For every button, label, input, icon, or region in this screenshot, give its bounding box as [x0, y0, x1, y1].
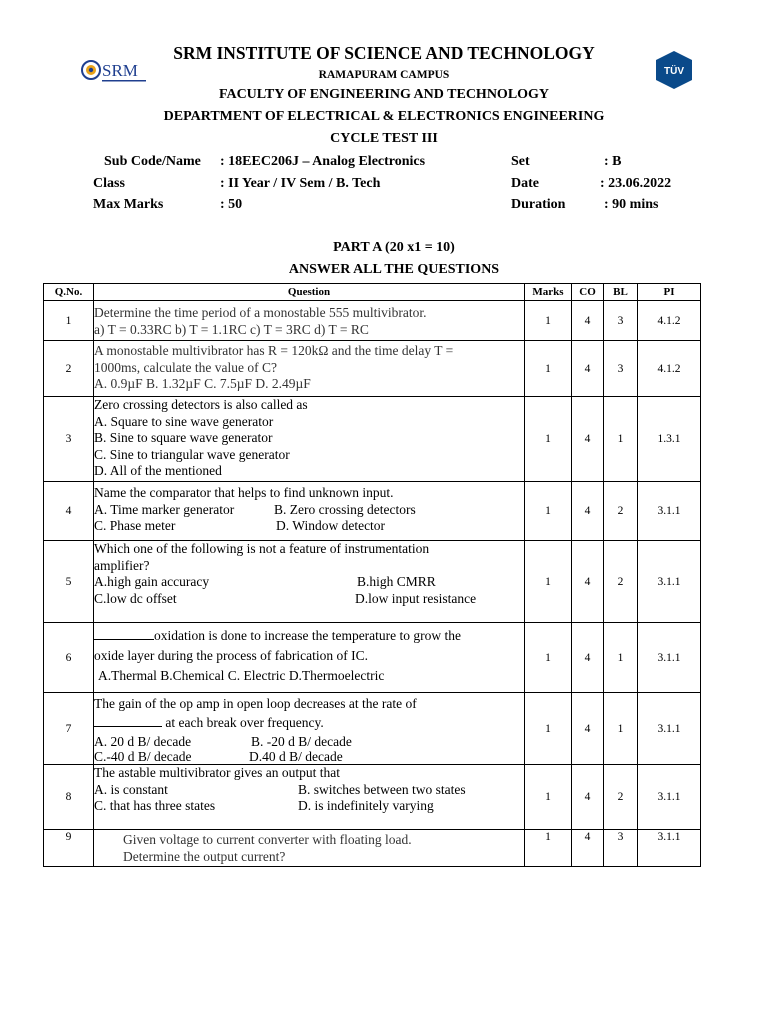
- option-row: [94, 782, 524, 799]
- part-title: PART A (20 x1 = 10): [333, 240, 455, 255]
- campus-name: RAMAPURAM CAMPUS: [318, 69, 450, 81]
- header-marks: Marks: [525, 284, 572, 301]
- question-text: [94, 482, 525, 541]
- part-instruction: ANSWER ALL THE QUESTIONS: [288, 262, 500, 277]
- set-value: : B: [604, 154, 622, 169]
- duration-label: Duration: [511, 197, 566, 212]
- question-number: 2: [44, 341, 94, 397]
- question-number: 9: [44, 830, 94, 867]
- co-cell: 4: [572, 397, 604, 482]
- question-text: [94, 623, 525, 693]
- option-c: C. that has three states: [94, 798, 216, 813]
- faculty-name: FACULTY OF ENGINEERING AND TECHNOLOGY: [218, 87, 550, 102]
- question-options: a) T = 0.33RC b) T = 1.1RC c) T = 3RC d) T = RC: [94, 321, 369, 337]
- option-b: B. Zero crossing detectors: [274, 501, 416, 517]
- question-line: The astable multivibrator gives an output that: [94, 765, 340, 780]
- option-d: D.40 d B/ decade: [249, 749, 343, 764]
- question-line: Name the comparator that helps to find unknown input.: [94, 485, 394, 500]
- pi-cell: 4.1.2: [638, 301, 701, 341]
- questions-table: [43, 283, 701, 867]
- svg-text:TÜV: TÜV: [664, 66, 684, 77]
- question-line: The gain of the op amp in open loop decreases at the rate of: [94, 696, 417, 711]
- option-b: B. -20 d B/ decade: [251, 734, 352, 749]
- bl-cell: 2: [604, 765, 638, 830]
- table-row: [44, 482, 701, 541]
- question-line: [94, 715, 524, 734]
- question-number: 8: [44, 765, 94, 830]
- co-cell: 4: [572, 623, 604, 693]
- max-marks-value: : 50: [220, 197, 243, 212]
- co-cell: 4: [572, 830, 604, 867]
- question-line: Zero crossing detectors is also called as: [94, 397, 308, 412]
- question-options: A. 0.9µF B. 1.32µF C. 7.5µF D. 2.49µF: [94, 376, 311, 391]
- question-line: oxide layer during the process of fabrication of IC.: [94, 648, 369, 663]
- option-b: B. Sine to square wave generator: [94, 430, 273, 445]
- option-row: [94, 574, 524, 591]
- marks-cell: 1: [525, 693, 572, 765]
- bl-cell: 1: [604, 397, 638, 482]
- co-cell: 4: [572, 765, 604, 830]
- table-row: [44, 541, 701, 623]
- header-pi: PI: [638, 284, 701, 301]
- pi-cell: 3.1.1: [638, 623, 701, 693]
- pi-cell: 4.1.2: [638, 341, 701, 397]
- marks-cell: 1: [525, 341, 572, 397]
- bl-cell: 3: [604, 301, 638, 341]
- date-label: Date: [511, 176, 539, 191]
- fill-in-blank: [94, 639, 154, 640]
- option-a: A. 20 d B/ decade: [94, 734, 192, 749]
- duration-value: : 90 mins: [604, 197, 659, 212]
- bl-cell: 1: [604, 623, 638, 693]
- question-line: Determine the output current?: [123, 848, 286, 864]
- header-co: CO: [572, 284, 604, 301]
- question-text: [94, 397, 525, 482]
- question-line: A monostable multivibrator has R = 120kΩ and the time delay T =: [94, 343, 454, 358]
- question-number: 4: [44, 482, 94, 541]
- set-label: Set: [511, 154, 530, 169]
- option-row: [94, 749, 524, 764]
- option-a: A. Square to sine wave generator: [94, 413, 274, 429]
- option-b: B.high CMRR: [357, 574, 436, 589]
- bl-cell: 3: [604, 341, 638, 397]
- question-number: 1: [44, 301, 94, 341]
- question-line: [94, 626, 524, 646]
- question-number: 5: [44, 541, 94, 623]
- question-line: Determine the time period of a monostable 555 multivibrator.: [94, 305, 427, 320]
- option-row: [94, 502, 524, 519]
- pi-cell: 1.3.1: [638, 397, 701, 482]
- question-text: [94, 301, 525, 341]
- fill-in-blank: [94, 726, 162, 727]
- question-text: [94, 693, 525, 765]
- option-b: B. switches between two states: [298, 781, 466, 797]
- bl-cell: 3: [604, 830, 638, 867]
- question-line-text: oxidation is done to increase the temperature to grow the: [154, 628, 462, 643]
- sub-code-value: : 18EEC206J – Analog Electronics: [220, 154, 426, 169]
- co-cell: 4: [572, 541, 604, 623]
- class-value: : II Year / IV Sem / B. Tech: [220, 176, 381, 191]
- institute-name: SRM INSTITUTE OF SCIENCE AND TECHNOLOGY: [173, 43, 595, 63]
- option-d: D. Window detector: [276, 518, 386, 533]
- table-row: [44, 623, 701, 693]
- option-d: D. All of the mentioned: [94, 463, 222, 478]
- marks-cell: 1: [525, 623, 572, 693]
- question-number: 6: [44, 623, 94, 693]
- sub-code-label: Sub Code/Name: [104, 154, 201, 169]
- marks-cell: 1: [525, 765, 572, 830]
- option-row: [94, 591, 524, 608]
- marks-cell: 1: [525, 301, 572, 341]
- header-bl: BL: [604, 284, 638, 301]
- pi-cell: 3.1.1: [638, 693, 701, 765]
- class-label: Class: [93, 176, 125, 191]
- department-name: DEPARTMENT OF ELECTRICAL & ELECTRONICS ENGINEERING: [163, 109, 605, 124]
- option-c: C.low dc offset: [94, 590, 177, 606]
- table-row: [44, 765, 701, 830]
- option-d: D. is indefinitely varying: [298, 798, 434, 813]
- header-question: Question: [94, 284, 525, 301]
- bl-cell: 2: [604, 541, 638, 623]
- option-row: [94, 518, 524, 535]
- co-cell: 4: [572, 482, 604, 541]
- table-row: [44, 693, 701, 765]
- table-header-row: [44, 284, 701, 301]
- co-cell: 4: [572, 693, 604, 765]
- table-row: [44, 397, 701, 482]
- date-value: : 23.06.2022: [600, 176, 672, 191]
- co-cell: 4: [572, 341, 604, 397]
- option-a: A.high gain accuracy: [94, 574, 210, 589]
- question-number: 7: [44, 693, 94, 765]
- question-number: 3: [44, 397, 94, 482]
- option-row: [94, 798, 524, 815]
- pi-cell: 3.1.1: [638, 830, 701, 867]
- pi-cell: 3.1.1: [638, 482, 701, 541]
- option-a: A. Time marker generator: [94, 501, 235, 517]
- marks-cell: 1: [525, 482, 572, 541]
- option-c: C. Sine to triangular wave generator: [94, 446, 290, 462]
- test-name: CYCLE TEST III: [330, 131, 438, 146]
- pi-cell: 3.1.1: [638, 765, 701, 830]
- question-options: A.Thermal B.Chemical C. Electric D.Thermoelectric: [98, 668, 385, 683]
- table-row: [44, 830, 701, 867]
- pi-cell: 3.1.1: [638, 541, 701, 623]
- option-a: A. is constant: [94, 781, 168, 797]
- option-c: C.-40 d B/ decade: [94, 749, 192, 764]
- table-row: [44, 341, 701, 397]
- question-line: Given voltage to current converter with floating load.: [123, 832, 412, 847]
- svg-text:SRM: SRM: [102, 61, 138, 80]
- question-text: [94, 541, 525, 623]
- marks-cell: 1: [525, 397, 572, 482]
- question-line: Which one of the following is not a feature of instrumentation: [94, 541, 430, 556]
- co-cell: 4: [572, 301, 604, 341]
- bl-cell: 1: [604, 693, 638, 765]
- question-text: [94, 830, 525, 867]
- question-line: amplifier?: [94, 557, 150, 573]
- question-line: 1000ms, calculate the value of C?: [94, 359, 277, 375]
- option-row: [94, 734, 524, 749]
- table-row: [44, 301, 701, 341]
- option-d: D.low input resistance: [355, 590, 477, 606]
- bl-cell: 2: [604, 482, 638, 541]
- max-marks-label: Max Marks: [93, 197, 164, 212]
- question-line-text: at each break over frequency.: [165, 715, 324, 730]
- question-text: [94, 765, 525, 830]
- option-c: C. Phase meter: [94, 518, 176, 533]
- marks-cell: 1: [525, 541, 572, 623]
- header-qno: Q.No.: [44, 284, 94, 301]
- question-text: [94, 341, 525, 397]
- marks-cell: 1: [525, 830, 572, 867]
